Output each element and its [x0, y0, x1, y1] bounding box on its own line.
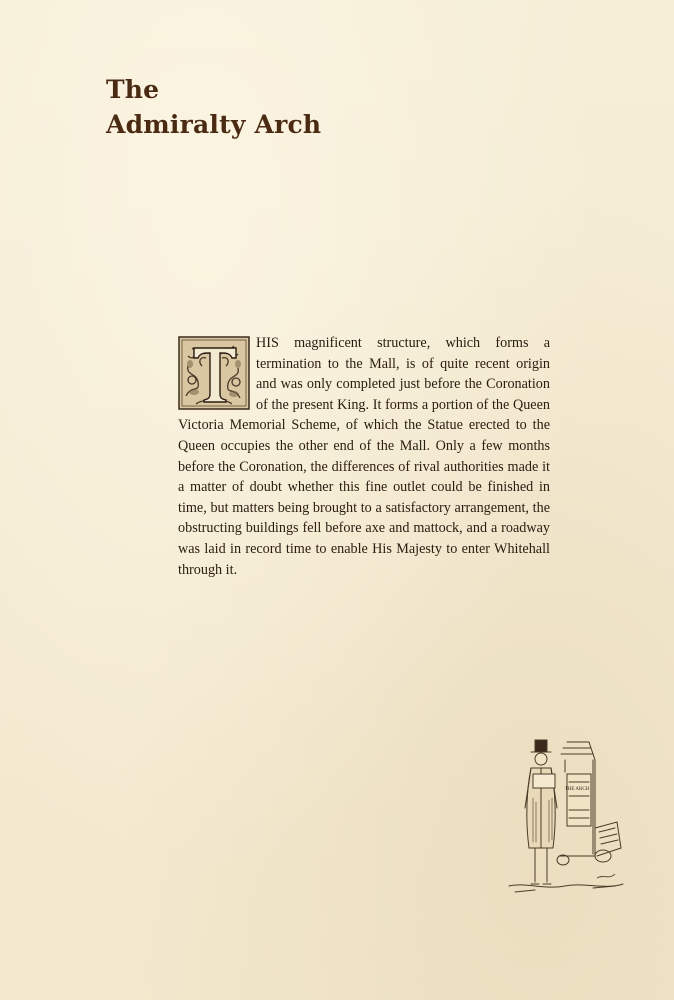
dropcap [178, 336, 250, 410]
paragraph-text: HIS magnificent structure, which forms a termination to the Mall, is of quite recent origin and was only completed just before the Coronation of the present King. It forms a portion of the Queen Victoria Memorial Scheme, of which the Statue erected to the Queen occupies the other end of the Mall. Only a few months before the Coronation, the differences of rival authorities made it a matter of doubt whether this fine outlet could be finished in time, but matters being brought to a satisfactory arrangement, the obstructing buildings fell before axe and mattock, and a roadway was laid in record time to enable His Majesty to enter Whitehall through it. [178, 335, 550, 578]
sandwich-board-man-illustration [505, 738, 627, 903]
board-lettering: THE ARCH [564, 787, 590, 792]
title-line-2: Admiralty Arch [106, 110, 322, 139]
title-line-1: The [106, 75, 160, 104]
ornamental-initial-icon [178, 336, 250, 410]
body-paragraph [178, 333, 550, 580]
sandwich-board-man-icon [505, 738, 627, 903]
page-title [106, 72, 321, 142]
